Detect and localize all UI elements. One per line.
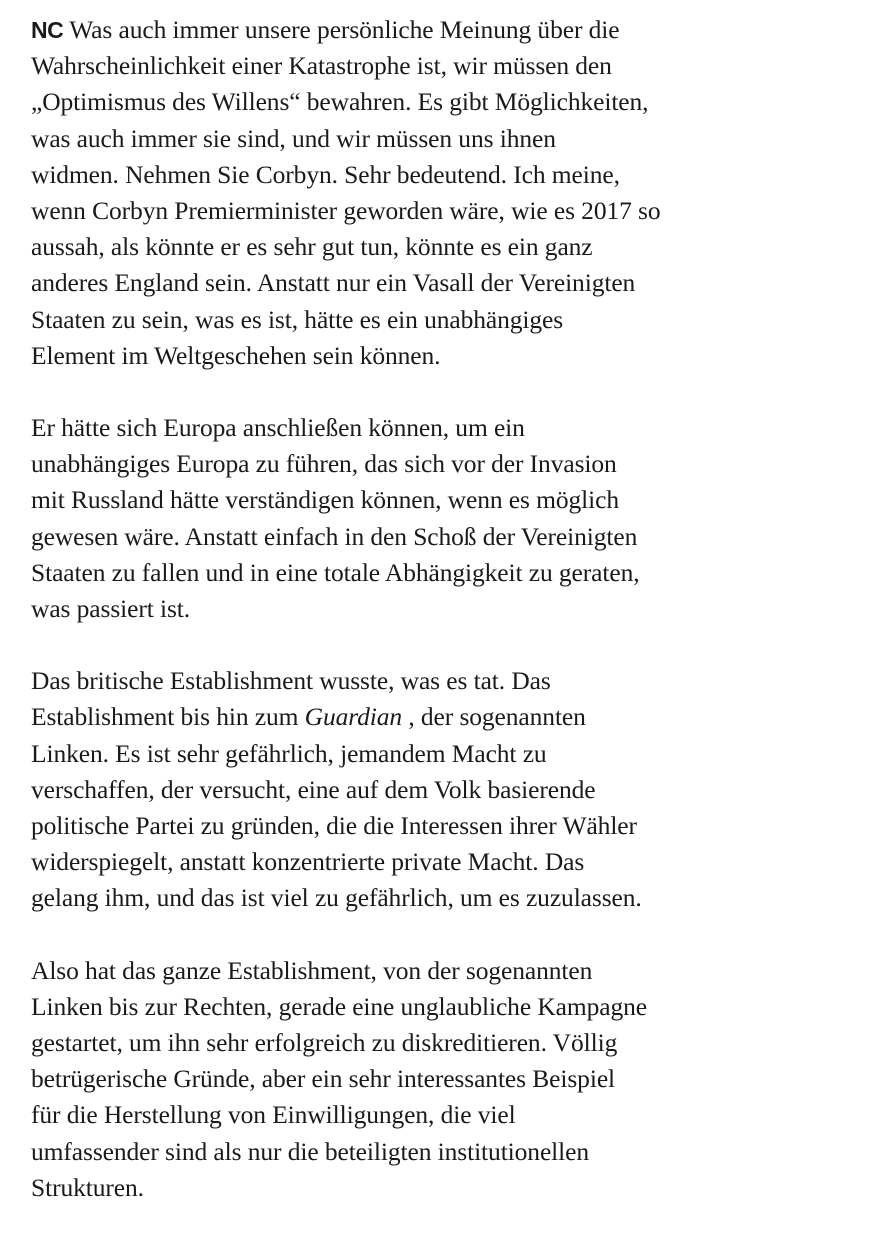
line — [31, 699, 721, 735]
paragraph-2 — [31, 410, 721, 627]
line: was passiert ist. — [31, 594, 191, 624]
line: Strukturen. — [31, 1172, 144, 1202]
line: widerspiegelt, anstatt konzentrierte private Macht. Das — [31, 847, 585, 877]
line: politische Partei zu gründen, die die Interessen ihrer Wähler — [31, 811, 637, 841]
line: anderes England sein. Anstatt nur ein Vasall der Vereinigten — [31, 268, 636, 298]
line: Linken bis zur Rechten, gerade eine unglaubliche Kampagne — [31, 991, 647, 1021]
line: unabhängiges Europa zu führen, das sich vor der Invasion — [31, 449, 617, 479]
line: betrügerische Gründe, aber ein sehr interessantes Beispiel — [31, 1064, 616, 1094]
line: Element im Weltgeschehen sein können. — [31, 340, 441, 370]
line: Wahrscheinlichkeit einer Katastrophe ist, wir müssen den — [31, 51, 612, 81]
article-body — [31, 12, 721, 1242]
line: mit Russland hätte verständigen können, wenn es möglich — [31, 485, 619, 515]
line: Das britische Establishment wusste, was es tat. Das — [31, 666, 551, 696]
line: gewesen wäre. Anstatt einfach in den Schoß der Vereinigten — [31, 521, 638, 551]
line: gestartet, um ihn sehr erfolgreich zu diskreditieren. Völlig — [31, 1028, 618, 1058]
speaker-initials: NC — [31, 17, 64, 43]
line: gelang ihm, und das ist viel zu gefährlich, um es zuzulassen. — [31, 883, 642, 913]
line: wenn Corbyn Premierminister geworden wäre, wie es 2017 so — [31, 196, 661, 226]
line: aussah, als könnte er es sehr gut tun, könnte es ein ganz — [31, 232, 593, 262]
line: umfassender sind als nur die beteiligten institutionellen — [31, 1136, 590, 1166]
line-text: , der sogenannten — [402, 702, 586, 732]
line: Er hätte sich Europa anschließen können, um ein — [31, 413, 525, 443]
line: was auch immer sie sind, und wir müssen uns ihnen — [31, 123, 556, 153]
line: widmen. Nehmen Sie Corbyn. Sehr bedeutend. Ich meine, — [31, 159, 620, 189]
line — [31, 12, 721, 48]
line: Also hat das ganze Establishment, von der sogenannten — [31, 955, 593, 985]
paragraph-3 — [31, 663, 721, 916]
line: „Optimismus des Willens“ bewahren. Es gibt Möglichkeiten, — [31, 87, 649, 117]
line: Linken. Es ist sehr gefährlich, jemandem Macht zu — [31, 738, 547, 768]
line: verschaffen, der versucht, eine auf dem Volk basierende — [31, 774, 596, 804]
line-text: Establishment bis hin zum — [31, 702, 305, 732]
paragraph-4 — [31, 953, 721, 1206]
line: Staaten zu fallen und in eine totale Abhängigkeit zu geraten, — [31, 557, 640, 587]
paragraph-1 — [31, 12, 721, 374]
line-text: Was auch immer unsere persönliche Meinung über die — [69, 15, 620, 44]
newspaper-name: Guardian — [304, 702, 403, 732]
line: Staaten zu sein, was es ist, hätte es ein unabhängiges — [31, 304, 564, 334]
line: für die Herstellung von Einwilligungen, die viel — [31, 1100, 516, 1130]
